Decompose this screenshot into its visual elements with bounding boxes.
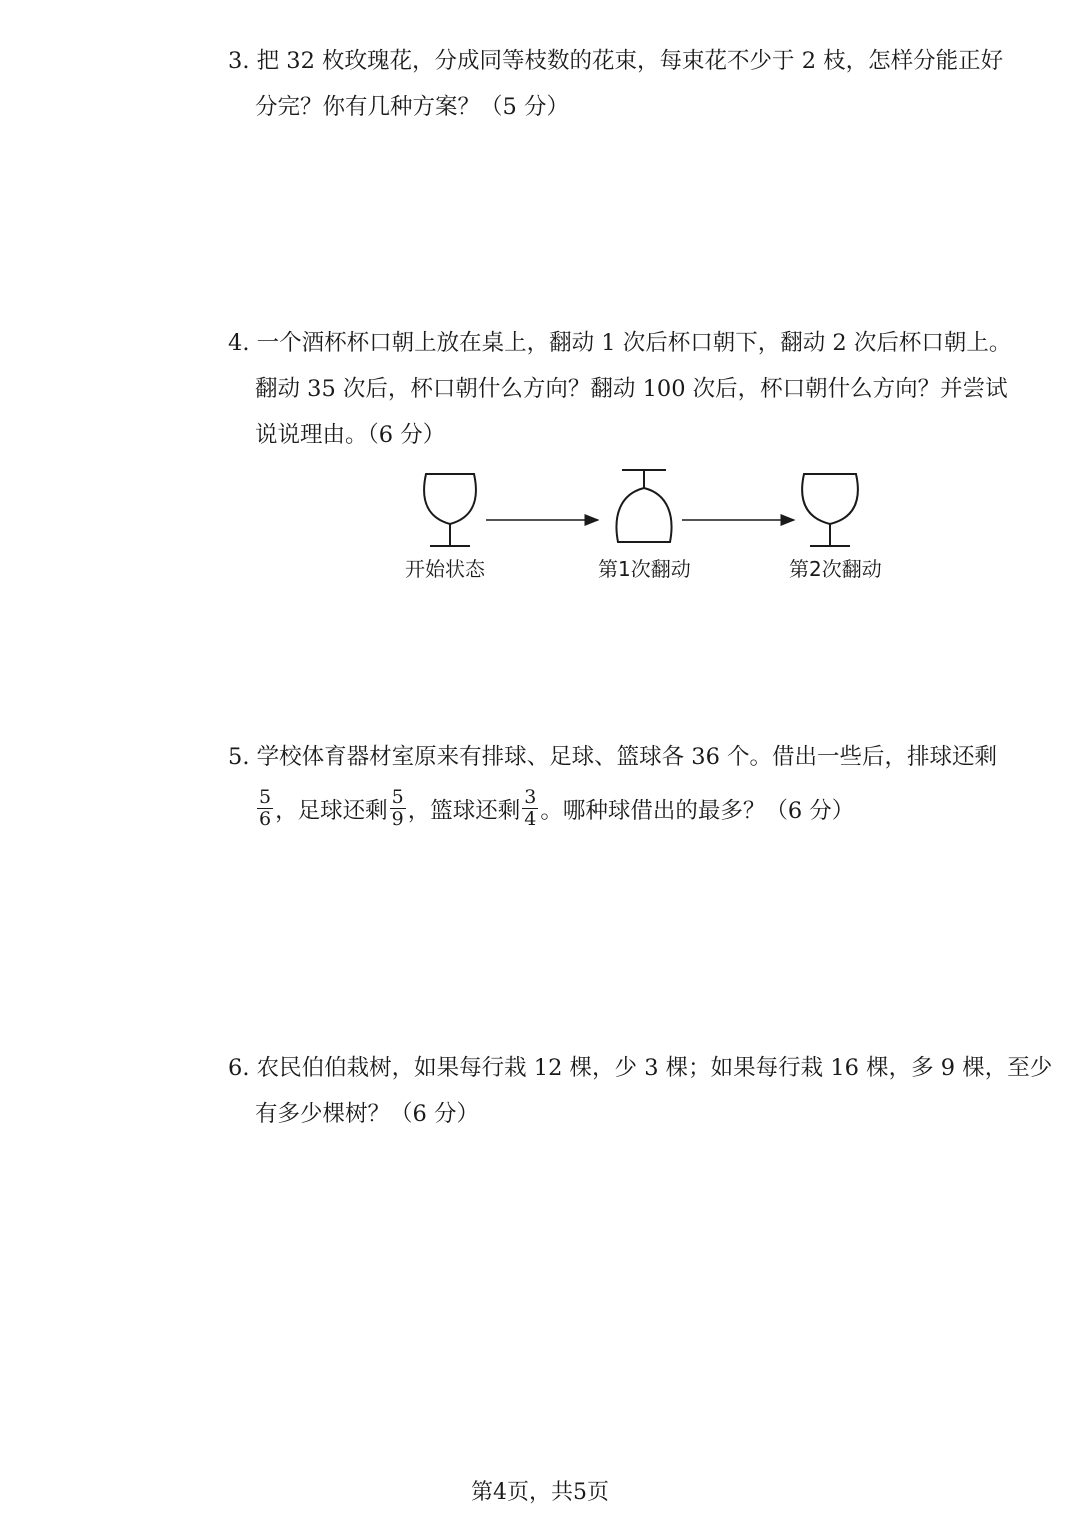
question-6-line-2: 有多少棵树？（6 分） (255, 1101, 479, 1127)
question-4 (228, 320, 1058, 458)
fraction-numerator: 5 (259, 785, 272, 808)
glass-upright-start (424, 474, 476, 546)
fraction-denominator: 9 (391, 807, 404, 830)
fraction-five-sixths (257, 787, 273, 830)
question-5-line-1: 5. 学校体育器材室原来有排球、足球、篮球各 36 个。借出一些后，排球还剩 (228, 744, 998, 770)
page-footer: 第4页，共5页 (471, 1480, 609, 1505)
caption-second-flip: 第2次翻动 (789, 557, 882, 581)
caption-start-state: 开始状态 (405, 557, 485, 581)
question-5-text-b: ，篮球还剩 (407, 798, 521, 824)
question-5 (228, 734, 1058, 834)
question-4-line-2: 翻动 35 次后，杯口朝什么方向？翻动 100 次后，杯口朝什么方向？并尝试 (255, 376, 1008, 402)
question-5-line-2 (228, 785, 1058, 834)
glass-upright-second-flip (802, 474, 858, 546)
question-5-text-a: ，足球还剩 (275, 798, 388, 824)
question-4-line-3: 说说理由。（6 分） (255, 422, 446, 448)
question-6-line-1: 6. 农民伯伯栽树，如果每行栽 12 棵，少 3 棵；如果每行栽 16 棵，多 9 棵，至少 (228, 1055, 1053, 1081)
fraction-five-ninths (390, 787, 406, 830)
glass-inverted-first-flip (616, 470, 671, 542)
fraction-denominator: 4 (524, 807, 537, 830)
question-3-line-1: 3. 把 32 枚玫瑰花，分成同等枝数的花束，每束花不少于 2 枝，怎样分能正好 (228, 48, 1004, 74)
question-4-line-1: 4. 一个酒杯杯口朝上放在桌上，翻动 1 次后杯口朝下，翻动 2 次后杯口朝上。 (228, 330, 1012, 356)
question-6 (228, 1045, 1058, 1137)
fraction-numerator: 5 (391, 785, 404, 808)
fraction-three-quarters (522, 787, 538, 830)
question-5-text-c: 。哪种球借出的最多？（6 分） (540, 798, 855, 824)
caption-first-flip: 第1次翻动 (598, 557, 691, 581)
question-3-line-2: 分完？你有几种方案？（5 分） (255, 94, 569, 120)
fraction-numerator: 3 (524, 785, 537, 808)
question-3 (228, 38, 1058, 130)
fraction-denominator: 6 (259, 807, 272, 830)
